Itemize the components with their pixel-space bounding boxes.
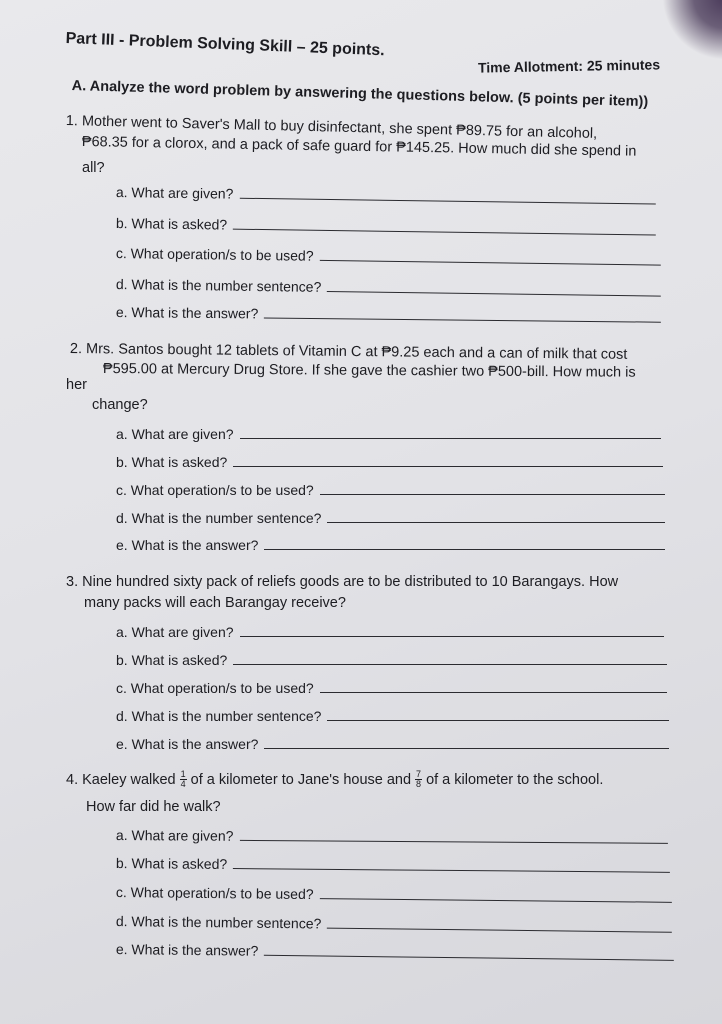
- problem-2-line-1: 2. Mrs. Santos bought 12 tablets of Vitamin C at ₱9.25 each and a can of milk that cost: [69, 341, 628, 363]
- question-label: a. What are given?: [116, 624, 234, 640]
- question-label: e. What is the answer?: [116, 537, 259, 553]
- problem-2-question-a: [116, 426, 661, 442]
- answer-line[interactable]: [327, 290, 661, 297]
- question-label: b. What is asked?: [115, 855, 228, 872]
- fraction-seven-eighths: [415, 770, 422, 789]
- problem-4-line-1: [66, 770, 603, 789]
- problem-3-question-e: [116, 736, 669, 752]
- problem-4-text-2: of a kilometer to Jane's house and: [190, 771, 412, 788]
- problem-3-question-b: [116, 652, 667, 668]
- question-label: d. What is the number sentence?: [115, 913, 322, 932]
- answer-line[interactable]: [327, 927, 672, 933]
- answer-line[interactable]: [320, 493, 665, 495]
- question-label: c. What operation/s to be used?: [116, 680, 314, 696]
- answer-line[interactable]: [264, 548, 665, 550]
- corner-shadow: [662, 0, 722, 60]
- answer-line[interactable]: [264, 317, 661, 323]
- question-label: c. What operation/s to be used?: [115, 245, 314, 264]
- problem-1-line-3: all?: [82, 160, 105, 176]
- question-label: d. What is the number sentence?: [116, 510, 322, 526]
- problem-4-question-b: [116, 855, 670, 876]
- answer-line[interactable]: [240, 635, 664, 637]
- answer-line[interactable]: [233, 867, 670, 873]
- problem-2-question-d: [116, 510, 665, 526]
- part-title: Part III - Problem Solving Skill – 25 points.: [65, 30, 385, 60]
- problem-3-question-c: [116, 680, 667, 696]
- fraction-denominator: 8: [416, 779, 422, 789]
- problem-2-question-e: [116, 537, 665, 553]
- answer-line[interactable]: [233, 465, 663, 467]
- question-label: c. What operation/s to be used?: [115, 884, 314, 903]
- fraction-one-quarter: [180, 770, 187, 789]
- problem-4-text-3: of a kilometer to the school.: [426, 771, 604, 788]
- answer-line[interactable]: [239, 197, 655, 205]
- fraction-numerator: 7: [416, 769, 422, 779]
- answer-line[interactable]: [239, 839, 667, 844]
- question-label: b. What is asked?: [116, 652, 228, 668]
- question-label: d. What is the number sentence?: [116, 708, 322, 724]
- problem-4-line-2: How far did he walk?: [86, 799, 221, 815]
- problem-1-line-1: 1. Mother went to Saver's Mall to buy disinfectant, she spent ₱89.75 for an alcohol,: [65, 113, 598, 142]
- problem-2-question-b: [116, 454, 663, 470]
- question-label: b. What is asked?: [115, 215, 228, 233]
- answer-line[interactable]: [264, 747, 669, 749]
- question-label: a. What are given?: [116, 426, 234, 442]
- question-label: e. What is the answer?: [115, 304, 259, 322]
- answer-line[interactable]: [240, 437, 661, 439]
- problem-3-question-d: [116, 708, 669, 724]
- problem-3-line-1: 3. Nine hundred sixty pack of reliefs goods are to be distributed to 10 Barangays. How: [66, 574, 619, 590]
- problem-2-line-3: her: [66, 377, 87, 393]
- answer-line[interactable]: [233, 663, 667, 665]
- fraction-numerator: 1: [180, 769, 186, 779]
- answer-line[interactable]: [233, 228, 656, 236]
- problem-3-line-2: many packs will each Barangay receive?: [84, 595, 346, 611]
- question-label: e. What is the answer?: [115, 941, 259, 959]
- answer-line[interactable]: [264, 954, 674, 961]
- problem-4-question-a: [116, 827, 668, 847]
- question-label: a. What are given?: [115, 184, 234, 202]
- problem-1-question-a: [116, 184, 656, 208]
- fraction-denominator: 4: [180, 779, 186, 789]
- question-label: d. What is the number sentence?: [115, 276, 322, 295]
- answer-line[interactable]: [320, 691, 667, 693]
- problem-1-question-b: [116, 215, 656, 239]
- problem-2-line-2: ₱595.00 at Mercury Drug Store. If she gave the cashier two ₱500-bill. How much is: [102, 361, 636, 381]
- question-label: a. What are given?: [115, 827, 234, 844]
- question-label: c. What operation/s to be used?: [116, 482, 314, 498]
- question-label: e. What is the answer?: [116, 736, 259, 752]
- answer-line[interactable]: [327, 719, 669, 721]
- answer-line[interactable]: [327, 521, 665, 523]
- problem-4-question-d: [116, 913, 672, 936]
- problem-1-question-d: [116, 276, 661, 300]
- problem-1-line-2: ₱68.35 for a clorox, and a pack of safe guard for ₱145.25. How much did she spend in: [81, 134, 637, 160]
- problem-4-question-e: [116, 941, 674, 964]
- problem-1-question-c: [116, 245, 661, 269]
- problem-3-question-a: [116, 624, 664, 640]
- problem-2-question-c: [116, 482, 665, 498]
- problem-4-text-1: 4. Kaeley walked: [66, 771, 176, 788]
- question-label: b. What is asked?: [116, 454, 228, 470]
- time-allotment: Time Allotment: 25 minutes: [477, 56, 661, 76]
- section-instruction: A. Analyze the word problem by answering the questions below. (5 points per item)): [71, 78, 649, 111]
- answer-line[interactable]: [319, 259, 660, 266]
- problem-4-question-c: [116, 884, 672, 906]
- problem-1-question-e: [116, 304, 661, 326]
- problem-2-line-4: change?: [92, 397, 148, 413]
- answer-line[interactable]: [320, 897, 672, 903]
